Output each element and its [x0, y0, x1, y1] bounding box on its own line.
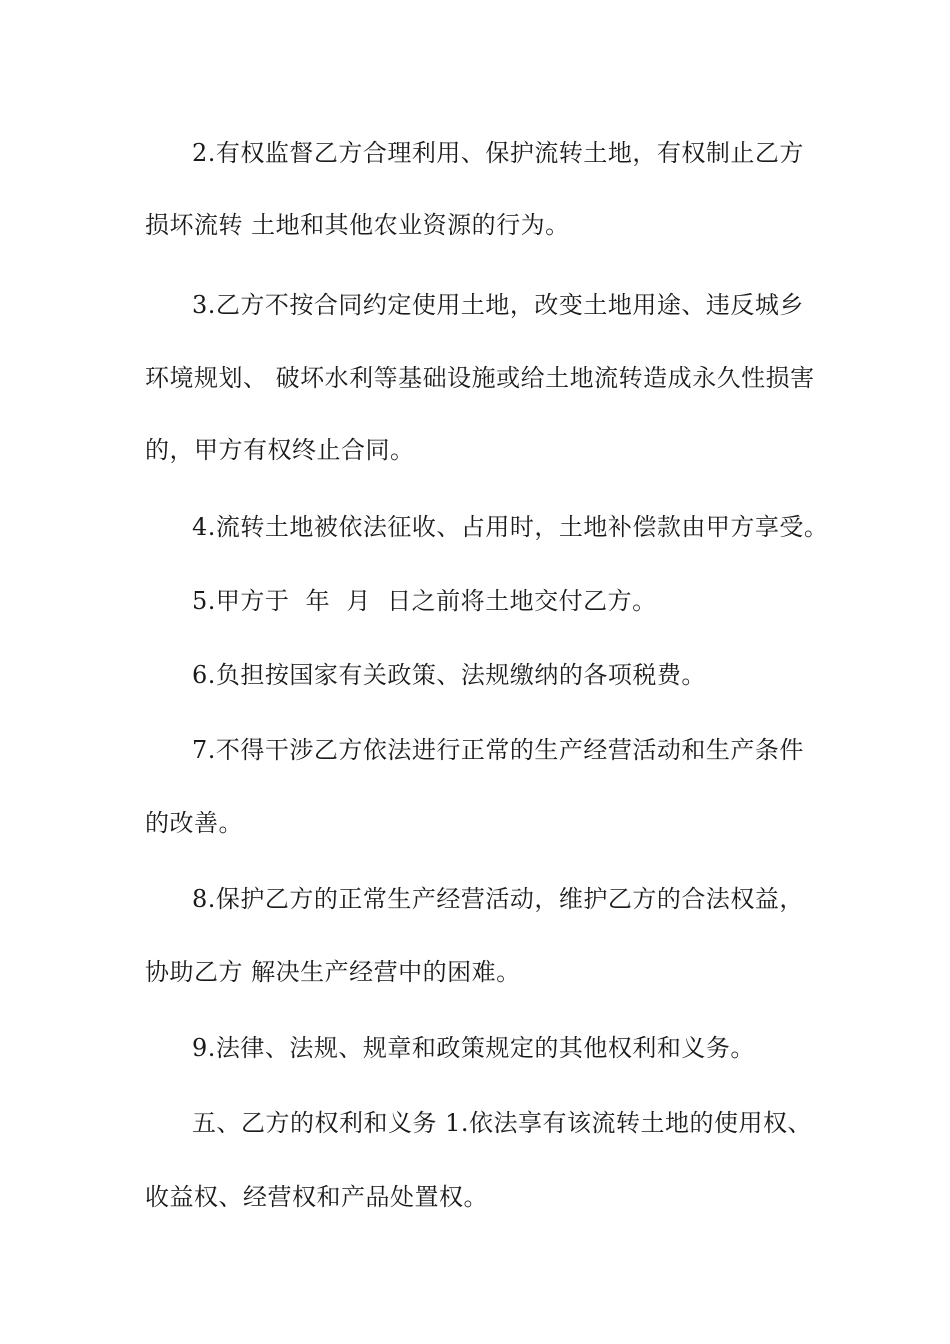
paragraph-line: 5.甲方于 年 月 日之前将土地交付乙方。	[192, 587, 657, 615]
paragraph-line: 7.不得干涉乙方依法进行正常的生产经营活动和生产条件	[192, 736, 804, 764]
paragraph-line: 9.法律、法规、规章和政策规定的其他权利和义务。	[192, 1034, 755, 1062]
paragraph-line: 协助乙方 解决生产经营中的困难。	[145, 958, 521, 986]
paragraph-line: 损坏流转 土地和其他农业资源的行为。	[145, 211, 570, 239]
paragraph-line: 五、乙方的权利和义务 1.依法享有该流转土地的使用权、	[192, 1109, 813, 1137]
paragraph-line: 的，甲方有权终止合同。	[145, 436, 415, 464]
paragraph-line: 收益权、经营权和产品处置权。	[145, 1183, 488, 1211]
paragraph-line: 6.负担按国家有关政策、法规缴纳的各项税费。	[192, 661, 706, 689]
paragraph-line: 2.有权监督乙方合理利用、保护流转土地，有权制止乙方	[192, 139, 804, 167]
paragraph-line: 8.保护乙方的正常生产经营活动，维护乙方的合法权益，	[192, 885, 804, 913]
paragraph-line: 3.乙方不按合同约定使用土地，改变土地用途、违反城乡	[192, 291, 804, 319]
paragraph-line: 的改善。	[145, 809, 243, 837]
paragraph-line: 环境规划、 破坏水利等基础设施或给土地流转造成永久性损害	[145, 364, 815, 392]
paragraph-line: 4.流转土地被依法征收、占用时，土地补偿款由甲方享受。	[192, 513, 829, 541]
